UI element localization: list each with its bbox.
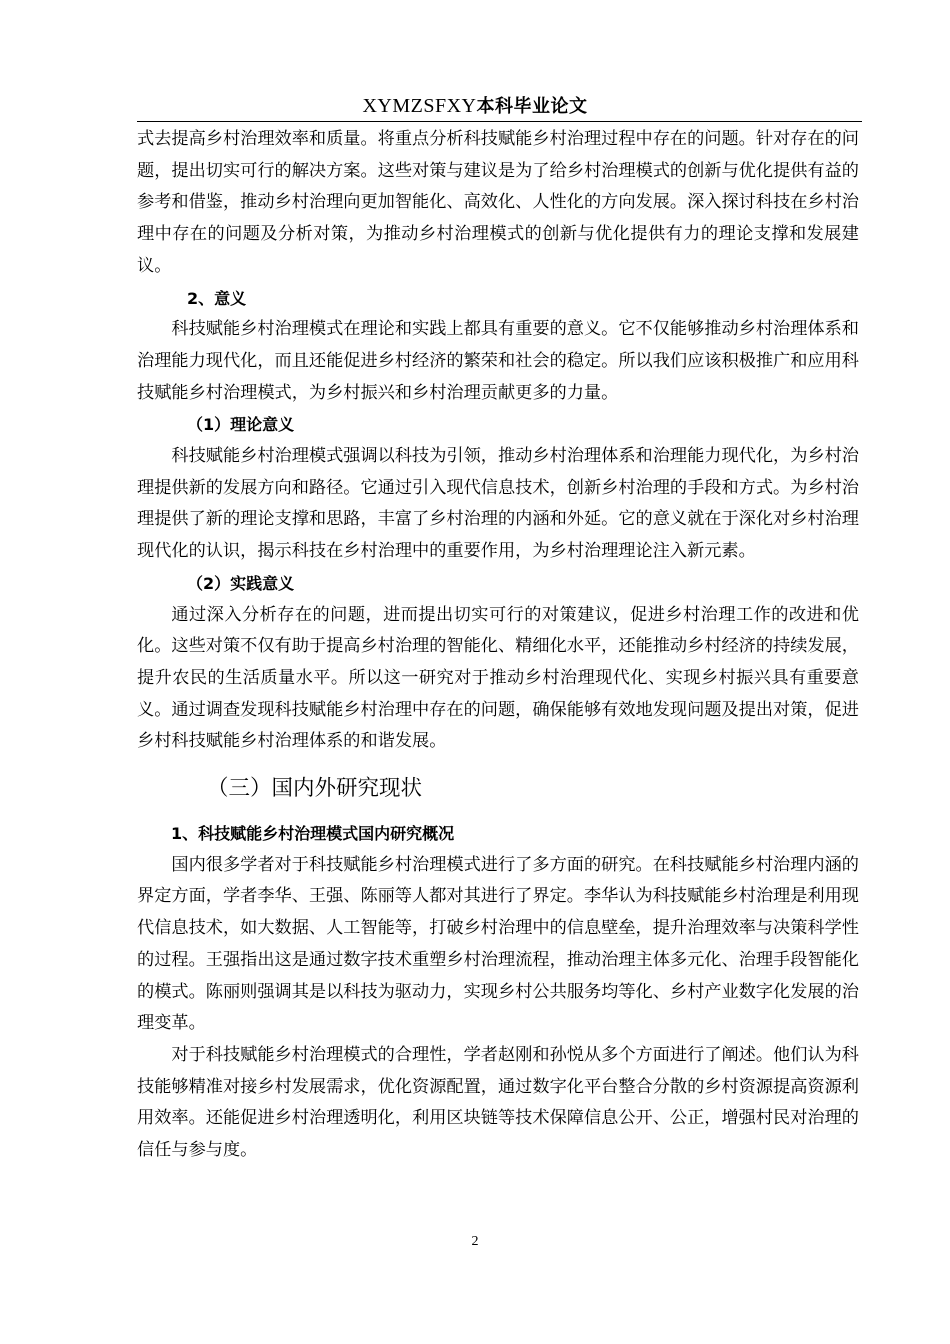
page-number: 2 bbox=[471, 1234, 479, 1249]
paragraph-domestic-research: 国内很多学者对于科技赋能乡村治理模式进行了多方面的研究。在科技赋能乡村治理内涵的界定方面，学者李华、王强、陈丽等人都对其进行了界定。李华认为科技赋能乡村治理是利用现代信息技术，如大数据、人工智能等，打破乡村治理中的信息壁垒，提升治理效率与决策科学性的过程。王强指出这是通过数字技术重塑乡村治理流程，推动治理主体多元化、治理手段智能化的模式。陈丽则强调其是以科技为驱动力，实现乡村公共服务均等化、乡村产业数字化发展的治理变革。 bbox=[137, 854, 859, 1034]
header-rule bbox=[137, 121, 862, 122]
header-code: XYMZSFXY bbox=[362, 95, 477, 117]
subheading-significance: 2、意义 bbox=[187, 288, 247, 308]
page-body bbox=[137, 124, 859, 1167]
paragraph-theoretical-significance: 科技赋能乡村治理模式强调以科技为引领，推动乡村治理体系和治理能力现代化，为乡村治理提供新的发展方向和路径。它通过引入现代信息技术，创新乡村治理的手段和方式。为乡村治理提供了新的理论支撑和思路，丰富了乡村治理的内涵和外延。它的意义就在于深化对乡村治理现代化的认识，揭示科技在乡村治理中的重要作用，为乡村治理理论注入新元素。 bbox=[137, 446, 859, 562]
page-header bbox=[0, 92, 950, 121]
paragraph-significance: 科技赋能乡村治理模式在理论和实践上都具有重要的意义。它不仅能够推动乡村治理体系和治理能力现代化，而且还能促进乡村经济的繁荣和社会的稳定。所以我们应该积极推广和应用科技赋能乡村治理模式，为乡村振兴和乡村治理贡献更多的力量。 bbox=[137, 319, 859, 403]
paragraph-purpose-continued: 式去提高乡村治理效率和质量。将重点分析科技赋能乡村治理过程中存在的问题。针对存在的问题，提出切实可行的解决方案。这些对策与建议是为了给乡村治理模式的创新与优化提供有益的参考和借鉴，推动乡村治理向更加智能化、高效化、人性化的方向发展。深入探讨科技在乡村治理中存在的问题及分析对策，为推动乡村治理模式的创新与优化提供有力的理论支撑和发展建议。 bbox=[137, 129, 859, 276]
header-title: 本科毕业论文 bbox=[476, 96, 588, 117]
paragraph-practical-significance: 通过深入分析存在的问题，进而提出切实可行的对策建议，促进乡村治理工作的改进和优化。这些对策不仅有助于提高乡村治理的智能化、精细化水平，还能推动乡村经济的持续发展，提升农民的生活质量水平。所以这一研究对于推动乡村治理现代化、实现乡村振兴具有重要意义。通过调查发现科技赋能乡村治理中存在的问题，确保能够有效地发现问题及提出对策，促进乡村科技赋能乡村治理体系的和谐发展。 bbox=[137, 604, 859, 752]
subheading-practical-significance: （2）实践意义 bbox=[187, 573, 295, 593]
subheading-theoretical-significance: （1）理论意义 bbox=[187, 415, 295, 435]
subheading-domestic-research: 1、科技赋能乡村治理模式国内研究概况 bbox=[171, 824, 455, 844]
section-title-research-status: （三）国内外研究现状 bbox=[207, 776, 423, 802]
paragraph-rationality: 对于科技赋能乡村治理模式的合理性，学者赵刚和孙悦从多个方面进行了阐述。他们认为科技能够精准对接乡村发展需求，优化资源配置，通过数字化平台整合分散的乡村资源提高资源利用效率。还能促进乡村治理透明化，利用区块链等技术保障信息公开、公正，增强村民对治理的信任与参与度。 bbox=[137, 1044, 859, 1161]
